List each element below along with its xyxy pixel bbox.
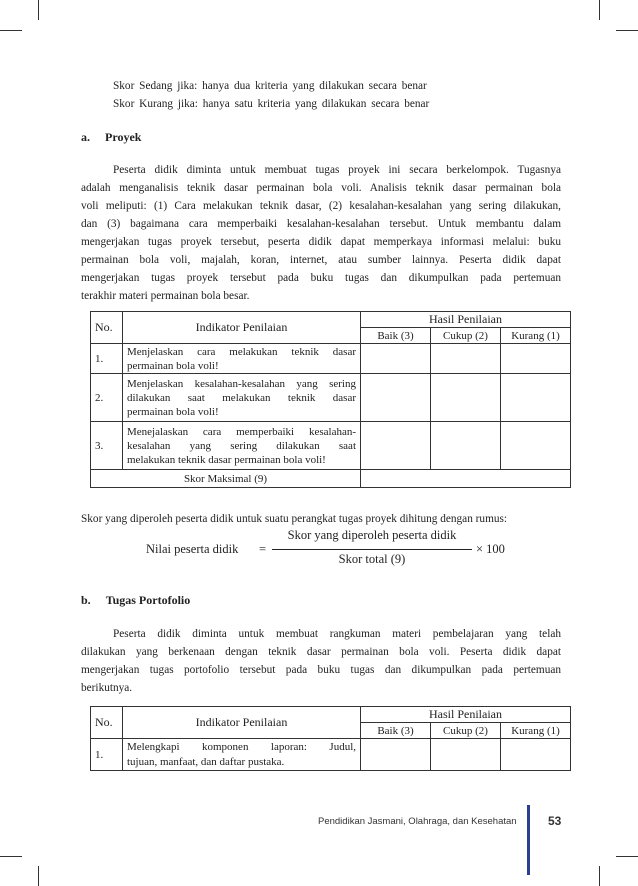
crop-mark xyxy=(616,30,638,31)
row-number: 1. xyxy=(91,344,123,374)
formula-numerator: Skor yang diperoleh peserta didik xyxy=(287,528,457,542)
header-baik: Baik (3) xyxy=(361,723,431,739)
section-a-title: Proyek xyxy=(105,130,142,144)
score-cell-cukup[interactable] xyxy=(431,344,501,374)
intro-line-1: Skor Sedang jika: hanya dua kriteria yang dilakukan secara benar xyxy=(113,80,427,92)
crop-mark xyxy=(0,30,22,31)
section-b-title: Tugas Portofolio xyxy=(105,593,191,607)
score-cell-kurang[interactable] xyxy=(501,374,571,422)
paragraph-line: Peserta didik diminta untuk membuat rangkuman materi pembelajaran yang telah xyxy=(113,628,561,640)
indicator-line: permainan bola voli! xyxy=(127,405,219,418)
row-indicator xyxy=(123,374,361,422)
crop-mark xyxy=(599,0,600,20)
paragraph-line: permainan bola voli, majalah, koran, internet, atau sumber lainnya. Peserta didik dapat xyxy=(81,254,561,266)
section-a-marker: a. xyxy=(81,130,90,144)
section-b-marker: b. xyxy=(81,593,91,607)
max-score-value[interactable] xyxy=(361,470,571,488)
row-indicator xyxy=(123,422,361,470)
score-cell-kurang[interactable] xyxy=(501,739,571,771)
formula-equals: = xyxy=(259,542,267,556)
score-cell-cukup[interactable] xyxy=(431,739,501,771)
paragraph-line: Peserta didik diminta untuk membuat tugas proyek ini secara berkelompok. Tugasnya xyxy=(113,164,561,176)
paragraph-line: adalah menganalisis teknik dasar permainan bola voli. Analisis teknik dasar permainan bola xyxy=(81,182,561,194)
paragraph-line: mengerjakan tugas proyek tersebut, peserta didik dapat memperkaya informasi melalui: buku xyxy=(81,236,561,248)
score-cell-baik[interactable] xyxy=(361,344,431,374)
score-cell-kurang[interactable] xyxy=(501,422,571,470)
section-a-heading xyxy=(81,129,141,146)
footer-accent-bar xyxy=(527,805,530,875)
row-number: 1. xyxy=(91,739,123,771)
indicator-line: kesalahan yang sering dilakukan saat xyxy=(127,439,356,452)
score-cell-kurang[interactable] xyxy=(501,344,571,374)
score-cell-baik[interactable] xyxy=(361,374,431,422)
indicator-line: Melengkapi komponen laporan: Judul, xyxy=(127,740,356,753)
table-row-total xyxy=(91,470,571,488)
paragraph-line: berikutnya. xyxy=(81,682,133,694)
header-indicator: Indikator Penilaian xyxy=(123,707,361,739)
paragraph-line: dilakukan yang berkenaan dengan teknik dasar permainan bola voli. Peserta didik dapat xyxy=(81,646,561,658)
table-row xyxy=(91,344,571,374)
header-no: No. xyxy=(91,312,123,344)
score-cell-cukup[interactable] xyxy=(431,374,501,422)
section-b-heading xyxy=(81,592,190,609)
formula-intro: Skor yang diperoleh peserta didik untuk suatu perangkat tugas proyek dihitung dengan rumus: xyxy=(81,513,508,525)
indicator-line: melakukan teknik dasar permainan bola voli! xyxy=(127,453,326,466)
paragraph-line: mengerjakan tugas portofolio tersebut pada buku tugas dan dikumpulkan pada pertemuan xyxy=(81,664,561,676)
crop-mark xyxy=(599,866,600,886)
score-cell-cukup[interactable] xyxy=(431,422,501,470)
footer-book-title: Pendidikan Jasmani, Olahraga, dan Kesehatan xyxy=(318,816,517,827)
paragraph-line: voli meliputi: (1) Cara melakukan teknik dasar, (2) kesalahan-kesalahan yang sering dilakukan, xyxy=(81,200,561,212)
paragraph-line: mengerjakan tugas proyek tersebut pada buku tugas dan dikumpulkan pada pertemuan xyxy=(81,272,561,284)
assessment-table-portfolio xyxy=(90,706,571,771)
header-cukup: Cukup (2) xyxy=(431,723,501,739)
score-cell-baik[interactable] xyxy=(361,422,431,470)
formula-lhs: Nilai peserta didik xyxy=(146,542,239,556)
max-score-label: Skor Maksimal (9) xyxy=(91,470,361,488)
table-row xyxy=(91,739,571,771)
crop-mark xyxy=(38,0,39,20)
row-indicator xyxy=(123,739,361,771)
header-indicator: Indikator Penilaian xyxy=(123,312,361,344)
header-no: No. xyxy=(91,707,123,739)
header-result: Hasil Penilaian xyxy=(361,707,571,723)
row-number: 3. xyxy=(91,422,123,470)
row-number: 2. xyxy=(91,374,123,422)
indicator-line: Menjelaskan kesalahan-kesalahan yang sering xyxy=(127,377,356,390)
crop-mark xyxy=(616,856,638,857)
paragraph-line: dan (3) bagaimana cara memperbaiki kesalahan-kesalahan tersebut. Untuk membantu dalam xyxy=(81,218,561,230)
header-result: Hasil Penilaian xyxy=(361,312,571,328)
page-number: 53 xyxy=(548,814,562,828)
indicator-line: Menejalaskan cara memperbaiki kesalahan- xyxy=(127,425,356,438)
table-row xyxy=(91,422,571,470)
row-indicator xyxy=(123,344,361,374)
header-kurang: Kurang (1) xyxy=(501,328,571,344)
table-row xyxy=(91,374,571,422)
formula-denominator: Skor total (9) xyxy=(338,552,406,566)
header-baik: Baik (3) xyxy=(361,328,431,344)
header-cukup: Cukup (2) xyxy=(431,328,501,344)
score-formula xyxy=(146,528,546,572)
crop-mark xyxy=(38,866,39,886)
indicator-line: dilakukan saat melakukan teknik dasar xyxy=(127,391,356,404)
fraction-bar xyxy=(272,549,472,550)
header-kurang: Kurang (1) xyxy=(501,723,571,739)
paragraph-line: terakhir materi permainan bola besar. xyxy=(81,290,250,302)
crop-mark xyxy=(0,856,22,857)
indicator-line: Menjelaskan cara melakukan teknik dasar xyxy=(127,345,356,358)
intro-line-2: Skor Kurang jika: hanya satu kriteria yang dilakukan secara benar xyxy=(113,98,430,110)
score-cell-baik[interactable] xyxy=(361,739,431,771)
indicator-line: permainan bola voli! xyxy=(127,359,219,372)
indicator-line: tujuan, manfaat, dan daftar pustaka. xyxy=(127,755,285,768)
assessment-table-project xyxy=(90,311,571,488)
formula-multiplier: × 100 xyxy=(476,542,505,556)
